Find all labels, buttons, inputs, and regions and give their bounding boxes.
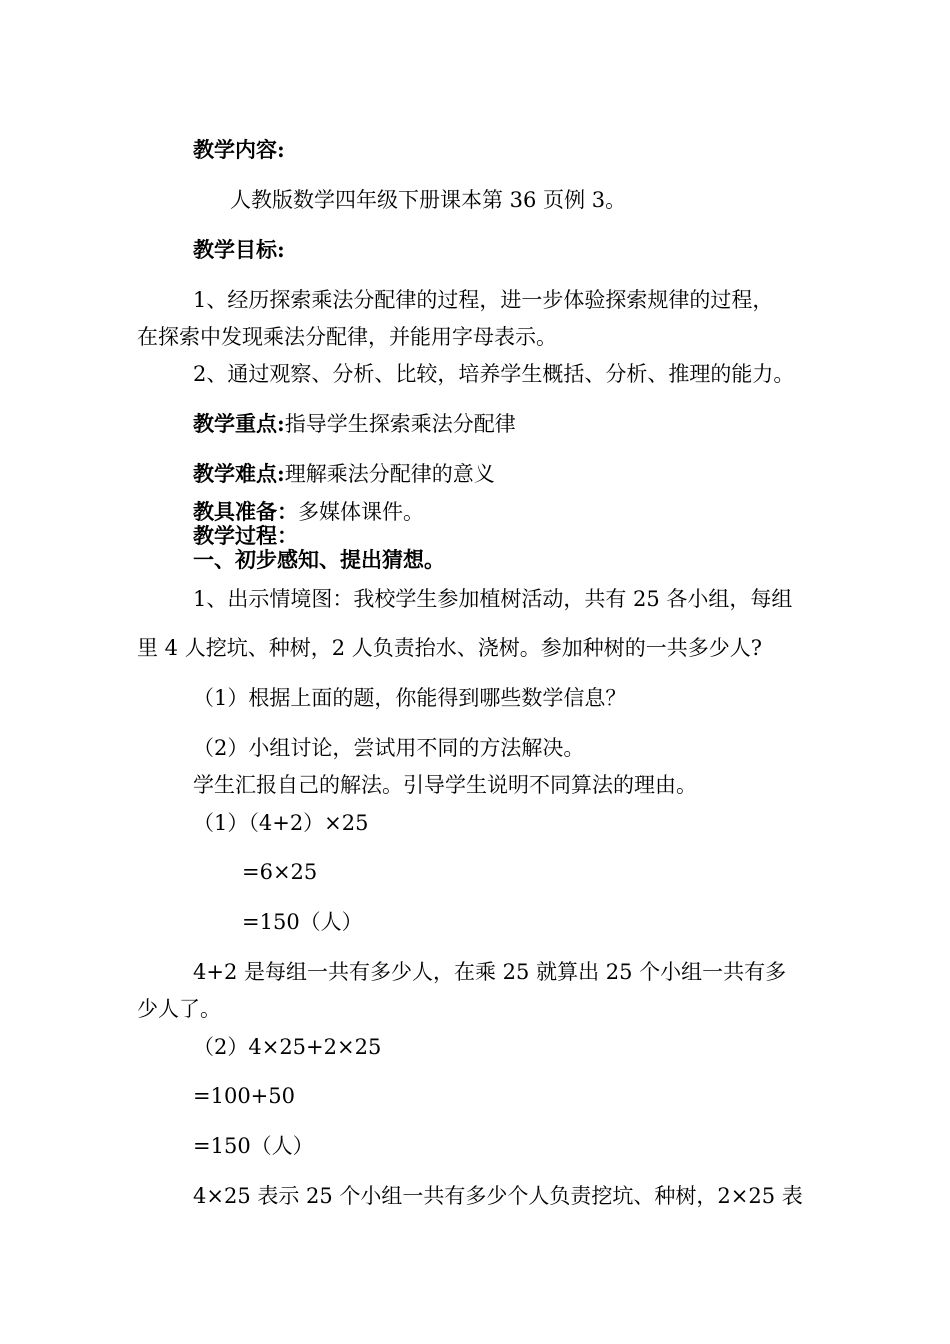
materials-text: 多媒体课件。 [298,500,424,524]
method-1-step-2: =150（人） [242,910,363,934]
method-1-explain-line-2: 少人了。 [137,997,221,1021]
objective-1-line-1: 1、经历探索乘法分配律的过程，进一步体验探索规律的过程， [193,288,774,312]
method-1-expression: （1）（4+2）×25 [193,811,369,835]
process-heading: 教学过程： [193,523,298,548]
method-2-step-1: =100+50 [193,1084,295,1108]
method-1-explain-line-1: 4+2 是每组一共有多少人，在乘 25 就算出 25 个小组一共有多 [193,960,787,984]
objective-2: 2、通过观察、分析、比较，培养学生概括、分析、推理的能力。 [193,362,795,386]
question-1: （1）根据上面的题，你能得到哪些数学信息？ [193,686,627,710]
content-body: 人教版数学四年级下册课本第 36 页例 3。 [230,188,627,212]
materials-label: 教具准备： [193,499,298,524]
scenario-line-1: 1、出示情境图：我校学生参加植树活动，共有 25 各小组，每组 [193,587,793,611]
key-point [193,410,516,438]
method-2-step-2: =150（人） [193,1134,314,1158]
difficulty [193,460,495,488]
report: 学生汇报自己的解法。引导学生说明不同算法的理由。 [193,773,697,797]
method-2-expression: （2）4×25+2×25 [193,1035,382,1059]
scenario-line-2: 里 4 人挖坑、种树，2 人负责抬水、浇树。参加种树的一共多少人? [137,636,763,660]
objective-heading: 教学目标: [193,237,285,262]
objective-1-line-2: 在探索中发现乘法分配律，并能用字母表示。 [137,325,557,349]
key-point-label: 教学重点: [193,411,285,436]
section-1-heading: 一、初步感知、提出猜想。 [193,547,445,572]
method-1-step-1: =6×25 [242,860,318,884]
key-point-text: 指导学生探索乘法分配律 [284,412,516,436]
method-2-explain-line-1: 4×25 表示 25 个小组一共有多少个人负责挖坑、种树，2×25 表 [193,1184,803,1208]
difficulty-text: 理解乘法分配律的意义 [284,462,495,486]
question-2: （2）小组讨论，尝试用不同的方法解决。 [193,736,585,760]
difficulty-label: 教学难点: [193,461,285,486]
content-heading: 教学内容: [193,137,285,162]
